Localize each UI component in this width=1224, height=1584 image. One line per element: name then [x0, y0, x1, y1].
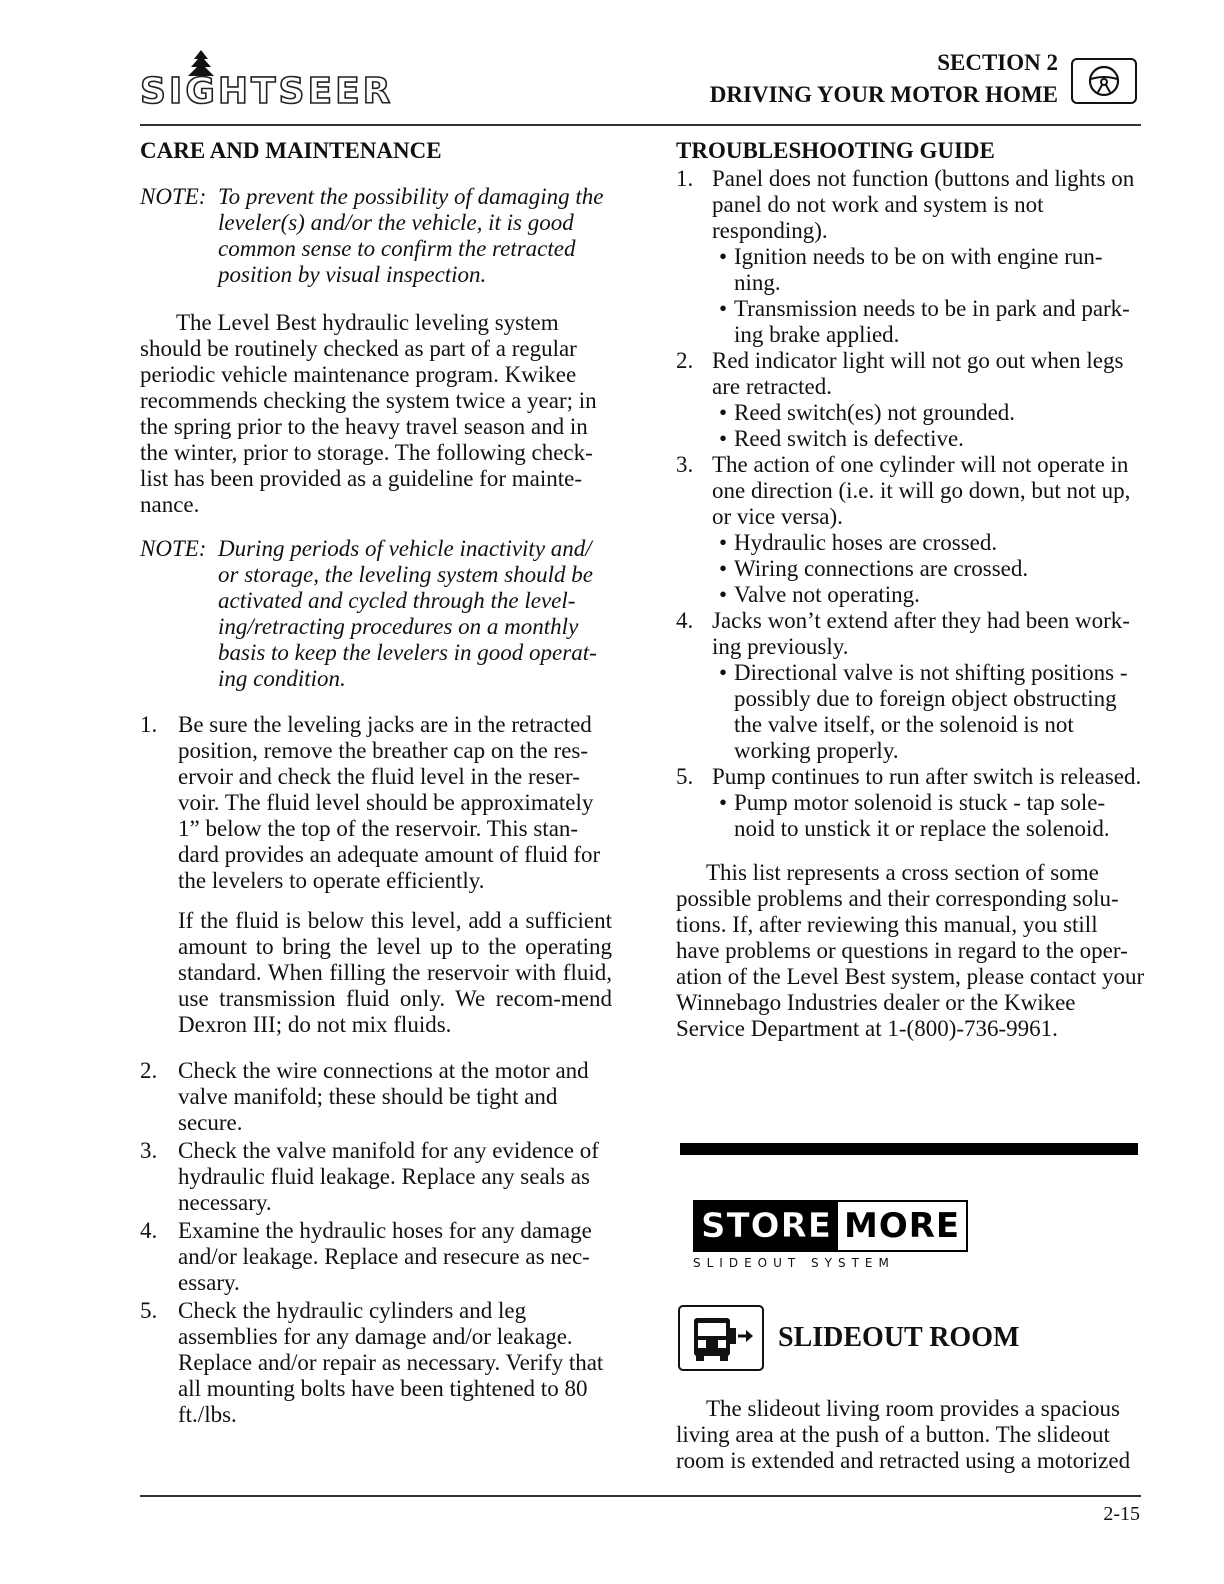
list-item: [140, 1058, 612, 1136]
list-item: [140, 1298, 612, 1428]
step-followup-text: If the fluid is below this level, add a sufficient amount to bring the level up to the operating standard. When filling the reservoir with fluid, use transmission fluid only. We recom-mend Dexron III; do not mix fluids.: [178, 908, 612, 1037]
maintenance-steps: [140, 712, 612, 1428]
item-text: Jacks won’t extend after they had been work-ing previously.: [712, 608, 1130, 659]
bullet-item: • Hydraulic hoses are crossed.: [712, 530, 1146, 556]
left-column: [140, 136, 612, 1430]
list-item: [140, 712, 612, 894]
troubleshooting-heading: TROUBLESHOOTING GUIDE: [676, 138, 995, 163]
intro-paragraph: The Level Best hydraulic leveling system should be routinely checked as part of a regular periodic vehicle maintenance program. Kwikee recommends checking the system twice a year; in the spring prior to the heavy travel season and in the winter, prior to storage. The following check-list has been provided as a guideline for mainte-nance.: [140, 310, 597, 517]
section-header: [710, 48, 1058, 112]
bullet-item: • Transmission needs to be in park and park-ing brake applied.: [712, 296, 1146, 348]
section-divider-bar: [680, 1143, 1138, 1155]
steering-wheel-icon: [1071, 58, 1137, 104]
bullet-list: [712, 244, 1146, 348]
list-item: [676, 452, 1146, 608]
header-rule: [140, 124, 1141, 126]
section-title: DRIVING YOUR MOTOR HOME: [709, 82, 1058, 107]
note-text: During periods of vehicle inactivity and/ or storage, the leveling system should be activated and cycled through the level-ing/retracting procedures on a monthly basis to keep the levelers in good operat-ing condition.: [218, 536, 597, 691]
step-number: 1.: [140, 712, 158, 737]
step-number: 3.: [140, 1138, 158, 1163]
item-number: 2.: [676, 348, 694, 373]
summary-paragraph: This list represents a cross section of some possible problems and their corresponding solu-tions. If, after reviewing this manual, you still have problems or questions in regard to the oper-ation of the Level Best system, please contact your Winnebago Industries dealer or the Kwikee Service Department at 1-(800)-736-9961.: [676, 860, 1145, 1041]
bullet-text: Reed switch(es) not grounded.: [734, 400, 1016, 425]
step-text: Be sure the leveling jacks are in the retracted position, remove the breather cap on the res-ervoir and check the fluid level in the reser-voir. The fluid level should be approximately 1” below the top of the reservoir. This stan-dard provides an adequate amount of fluid for the levelers to operate efficiently.: [178, 712, 601, 893]
bullet-item: • Ignition needs to be on with engine run-ning.: [712, 244, 1146, 296]
storemore-subtitle: SLIDEOUT SYSTEM: [693, 1256, 895, 1270]
care-maintenance-heading: CARE AND MAINTENANCE: [140, 138, 442, 163]
troubleshooting-list: [676, 166, 1146, 842]
item-number: 4.: [676, 608, 694, 633]
sightseer-logo: [140, 50, 460, 114]
bullet-list: [712, 790, 1146, 842]
storemore-store-text: STORE: [695, 1202, 838, 1250]
bullet-list: [712, 660, 1146, 764]
list-item: [676, 764, 1146, 842]
bullet-text: Transmission needs to be in park and park-ing brake applied.: [734, 296, 1130, 347]
step-text: Examine the hydraulic hoses for any damage and/or leakage. Replace and resecure as nec-essary.: [178, 1218, 592, 1295]
bullet-item: • Pump motor solenoid is stuck - tap sole-noid to unstick it or replace the solenoid.: [712, 790, 1146, 842]
note-label: NOTE:: [140, 536, 207, 561]
footer-rule: [140, 1495, 1141, 1497]
page-number: 2-15: [1103, 1503, 1140, 1525]
list-item: [140, 1218, 612, 1296]
step-text: Check the valve manifold for any evidence of hydraulic fluid leakage. Replace any seals as necessary.: [178, 1138, 599, 1215]
storemore-wordmark: [693, 1200, 968, 1252]
item-text: The action of one cylinder will not operate in one direction (i.e. it will go down, but not up, or vice versa).: [712, 452, 1131, 529]
item-text: Red indicator light will not go out when legs are retracted.: [712, 348, 1124, 399]
slideout-heading-row: [678, 1305, 1019, 1371]
list-item: [676, 608, 1146, 764]
step-number: 2.: [140, 1058, 158, 1083]
step-number: 4.: [140, 1218, 158, 1243]
right-column: [676, 136, 1146, 1042]
step-text: Check the wire connections at the motor and valve manifold; these should be tight and secure.: [178, 1058, 589, 1135]
slideout-room-title: SLIDEOUT ROOM: [778, 1322, 1020, 1353]
bullet-text: Pump motor solenoid is stuck - tap sole-noid to unstick it or replace the solenoid.: [734, 790, 1110, 841]
item-number: 3.: [676, 452, 694, 477]
note-inactivity: [140, 536, 612, 692]
list-item: [676, 348, 1146, 452]
item-text: Panel does not function (buttons and lights on panel do not work and system is not responding).: [712, 166, 1135, 243]
bullet-text: Hydraulic hoses are crossed.: [734, 530, 998, 555]
bullet-item: • Directional valve is not shifting positions - possibly due to foreign object obstructing the valve itself, or the solenoid is not working properly.: [712, 660, 1146, 764]
bullet-text: Ignition needs to be on with engine run-ning.: [734, 244, 1103, 295]
note-label: NOTE:: [140, 184, 207, 209]
note-retracted: [140, 184, 612, 288]
list-item: [140, 1138, 612, 1216]
bullet-list: [712, 530, 1146, 608]
bullet-list: [712, 400, 1146, 452]
bullet-text: Wiring connections are crossed.: [734, 556, 1029, 581]
step-text: Check the hydraulic cylinders and leg assemblies for any damage and/or leakage. Replace and/or repair as necessary. Verify that all mounting bolts have been tightened to 80 ft./lbs.: [178, 1298, 604, 1427]
bullet-item: • Valve not operating.: [712, 582, 1146, 608]
slideout-motorhome-icon: [678, 1305, 764, 1371]
bullet-text: Reed switch is defective.: [734, 426, 964, 451]
step-number: 5.: [140, 1298, 158, 1323]
item-number: 5.: [676, 764, 694, 789]
bullet-item: • Reed switch(es) not grounded.: [712, 400, 1146, 426]
bullet-item: • Reed switch is defective.: [712, 426, 1146, 452]
slideout-paragraph: The slideout living room provides a spacious living area at the push of a button. The slideout room is extended and retracted using a motorized: [676, 1396, 1131, 1473]
list-item-followup: [140, 908, 612, 1038]
bullet-text: Directional valve is not shifting positions - possibly due to foreign object obstructing the valve itself, or the solenoid is not working properly.: [734, 660, 1128, 763]
bullet-text: Valve not operating.: [734, 582, 920, 607]
logo-wordmark: SIGHTSEER: [140, 71, 394, 112]
item-number: 1.: [676, 166, 694, 191]
item-text: Pump continues to run after switch is released.: [712, 764, 1142, 789]
note-text: To prevent the possibility of damaging the leveler(s) and/or the vehicle, it is good common sense to confirm the retracted position by visual inspection.: [218, 184, 604, 287]
section-number: SECTION 2: [937, 50, 1058, 75]
storemore-more-text: MORE: [838, 1202, 966, 1250]
list-item: [676, 166, 1146, 348]
storemore-logo: [693, 1200, 968, 1270]
bullet-item: • Wiring connections are crossed.: [712, 556, 1146, 582]
